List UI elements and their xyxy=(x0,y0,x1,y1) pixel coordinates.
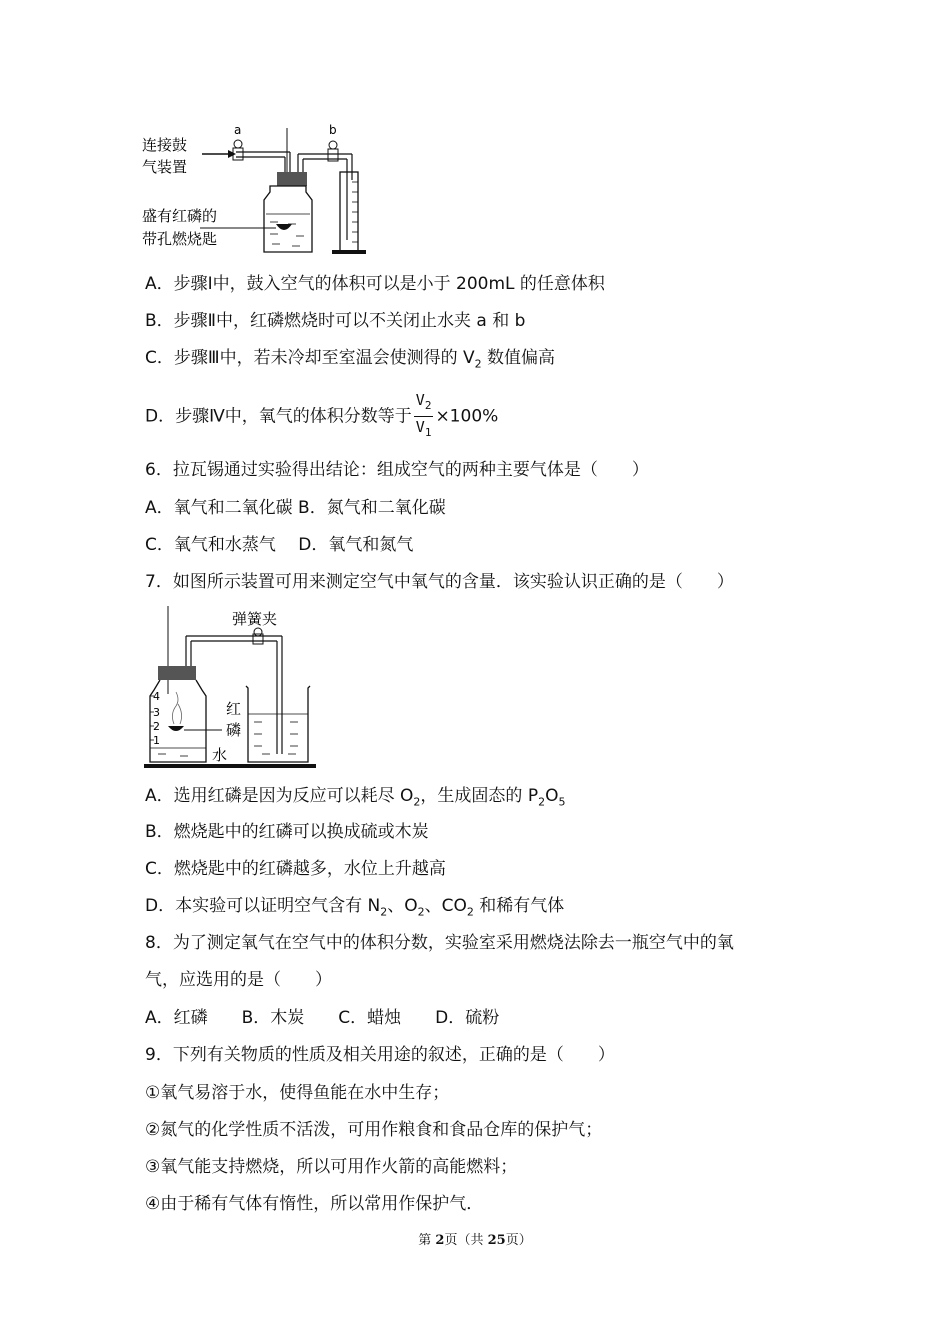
q9-item-4: ④由于稀有气体有惰性，所以常用作保护气． xyxy=(145,1194,484,1214)
q5-option-d xyxy=(145,390,498,443)
q7-option-a-text: A．选用红磷是因为反应可以耗尽 O xyxy=(145,786,414,806)
sub: 2 xyxy=(413,795,421,809)
q5-option-d-tail: ×100% xyxy=(435,406,499,427)
label-air-2: 气装置 xyxy=(142,158,188,176)
q9-stem: 9．下列有关物质的性质及相关用途的叙述，正确的是（ ） xyxy=(145,1045,615,1065)
q7-option-d-m1: 、O xyxy=(387,896,418,916)
frac-numerator: V xyxy=(415,391,425,409)
q5-option-a: A．步骤Ⅰ中，鼓入空气的体积可以是小于 200mL 的任意体积 xyxy=(145,274,605,294)
red-phosphorus-label-2: 磷 xyxy=(226,721,242,739)
q8-options: A．红磷 B．木炭 C．蜡烛 D．硫粉 xyxy=(145,1008,500,1028)
q7-option-d-text: D．本实验可以证明空气含有 N xyxy=(145,896,381,916)
sub: 2 xyxy=(380,905,388,919)
label-spoon-2: 带孔燃烧匙 xyxy=(142,230,218,248)
q6-stem: 6．拉瓦锡通过实验得出结论：组成空气的两种主要气体是（ ） xyxy=(145,460,649,480)
q5-option-b: B．步骤Ⅱ中，红磷燃烧时可以不关闭止水夹 a 和 b xyxy=(145,311,526,331)
q9-item-1: ①氧气易溶于水，使得鱼能在水中生存； xyxy=(145,1083,450,1103)
apparatus-figure-2 xyxy=(140,604,320,774)
q7-option-a-o: O xyxy=(545,786,559,806)
label-spoon-1: 盛有红磷的 xyxy=(142,207,218,225)
sub: 2 xyxy=(538,795,546,809)
footer-mid: 页（共 xyxy=(444,1233,488,1248)
q7-option-a-mid: ，生成固态的 P xyxy=(420,786,539,806)
label-b: b xyxy=(329,123,337,137)
tick-3: 3 xyxy=(153,706,160,719)
clip-label: 弹簧夹 xyxy=(232,610,278,628)
footer-total-pages: 25 xyxy=(487,1233,506,1248)
q7-option-c: C．燃烧匙中的红磷越多，水位上升越高 xyxy=(145,859,446,879)
q5-option-c-sub: 2 xyxy=(474,357,482,371)
q9-item-2: ②氮气的化学性质不活泼，可用作粮食和食品仓库的保护气； xyxy=(145,1120,603,1140)
q7-option-a xyxy=(145,785,565,813)
frac-numerator-sub: 2 xyxy=(424,399,432,412)
q8-stem-line2: 气，应选用的是（ ） xyxy=(145,970,332,990)
q6-options-ab: A．氧气和二氧化碳 B．氮气和二氧化碳 xyxy=(145,498,446,518)
frac-denominator-sub: 1 xyxy=(424,426,432,439)
sub: 2 xyxy=(466,905,474,919)
q5-option-d-text: D．步骤Ⅳ中，氧气的体积分数等于 xyxy=(145,406,412,427)
frac-denominator: V xyxy=(415,418,425,436)
water-label: 水 xyxy=(212,746,228,764)
volume-fraction xyxy=(414,390,434,443)
apparatus-figure-1 xyxy=(140,120,380,260)
tick-2: 2 xyxy=(153,720,160,733)
page-footer xyxy=(0,1229,950,1248)
tick-4: 4 xyxy=(153,690,160,703)
footer-page-number: 2 xyxy=(435,1233,445,1248)
q7-option-d-m2: 、CO xyxy=(424,896,467,916)
q6-options-cd: C．氧气和水蒸气 D．氧气和氮气 xyxy=(145,535,414,555)
q7-option-d xyxy=(145,895,564,923)
q9-item-3: ③氧气能支持燃烧，所以可用作火箭的高能燃料； xyxy=(145,1157,518,1177)
tick-1: 1 xyxy=(153,734,160,747)
q8-stem-line1: 8．为了测定氧气在空气中的体积分数，实验室采用燃烧法除去一瓶空气中的氧 xyxy=(145,933,734,953)
q7-stem: 7．如图所示装置可用来测定空气中氧气的含量．该实验认识正确的是（ ） xyxy=(145,572,734,592)
q5-option-c-tail: 数值偏高 xyxy=(481,348,556,368)
q5-option-c-text: C．步骤Ⅲ中，若未冷却至室温会使测得的 V xyxy=(145,348,475,368)
label-air-1: 连接鼓 xyxy=(142,136,188,154)
footer-pre: 第 xyxy=(418,1233,436,1248)
sub: 5 xyxy=(558,795,566,809)
sub: 2 xyxy=(417,905,425,919)
red-phosphorus-label-1: 红 xyxy=(226,700,242,718)
q7-option-d-tail: 和稀有气体 xyxy=(473,896,565,916)
q5-option-c xyxy=(145,347,555,375)
footer-post: 页） xyxy=(505,1233,532,1248)
label-a: a xyxy=(234,123,242,137)
q7-option-b: B．燃烧匙中的红磷可以换成硫或木炭 xyxy=(145,822,429,842)
